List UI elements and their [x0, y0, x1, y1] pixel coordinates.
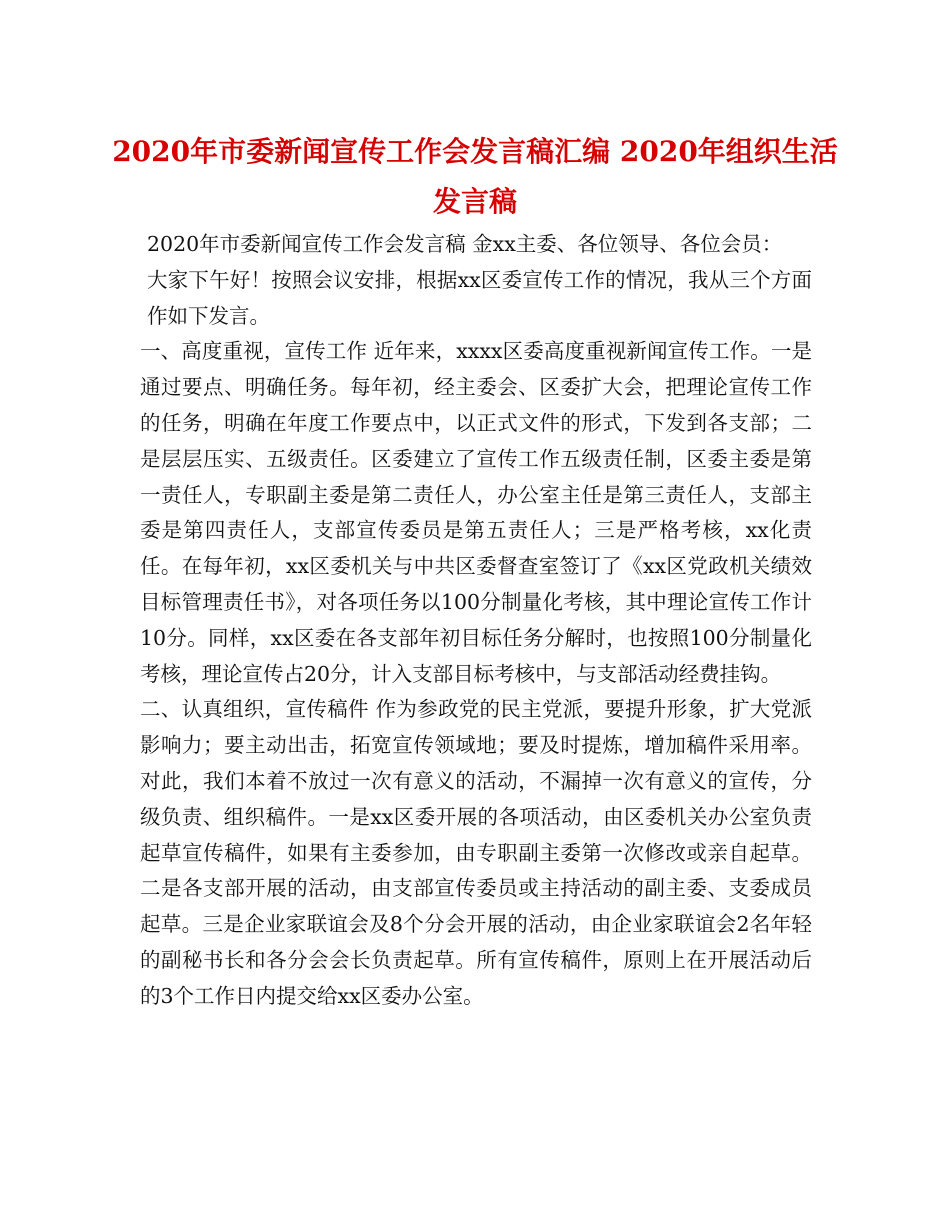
opening-line: 2020年市委新闻宣传工作会发言稿 金xx主委、各位领导、各位会员： — [147, 232, 783, 256]
section-two-paragraph: 二、认真组织，宣传稿件 作为参政党的民主党派，要提升形象，扩大党派影响力；要主动出击，拓宽宣传领域地；要及时提炼，增加稿件采用率。对此，我们本着不放过一次有意义的活动，不漏掉一次有意义的宣传，分级负责、组织稿件。一是xx区委开展的各项活动，由区委机关办公室负责起草宣传稿件，如果有主委参加，由专职副主委第一次修改或亲自起草。二是各支部开展的活动，由支部宣传委员或主持活动的副主委、支委成员起草。三是企业家联谊会及8个分会开展的活动，由企业家联谊会2名年轻的副秘书长和各分会会长负责起草。所有宣传稿件，原则上在开展活动后的3个工作日内提交给xx区委办公室。 — [140, 697, 812, 1008]
greeting-paragraph: 大家下午好！按照会议安排，根据xx区委宣传工作的情况，我从三个方面作如下发言。 — [147, 267, 812, 328]
document-body — [140, 227, 812, 1015]
section-one-paragraph: 一、高度重视，宣传工作 近年来，xxxx区委高度重视新闻宣传工作。一是通过要点、明确任务。每年初，经主委会、区委扩大会，把理论宣传工作的任务，明确在年度工作要点中，以正式文件的形式，下发到各支部；二是层层压实、五级责任。区委建立了宣传工作五级责任制，区委主委是第一责任人，专职副主委是第二责任人，办公室主任是第三责任人，支部主委是第四责任人，支部宣传委员是第五责任人；三是严格考核，xx化责任。在每年初，xx区委机关与中共区委督查室签订了《xx区党政机关绩效目标管理责任书》，对各项任务以100分制量化考核，其中理论宣传工作计10分。同样，xx区委在各支部年初目标任务分解时，也按照100分制量化考核，理论宣传占20分，计入支部目标考核中，与支部活动经费挂钩。 — [140, 339, 812, 686]
document-title: 2020年市委新闻宣传工作会发言稿汇编 2020年组织生活发言稿 — [112, 135, 838, 218]
